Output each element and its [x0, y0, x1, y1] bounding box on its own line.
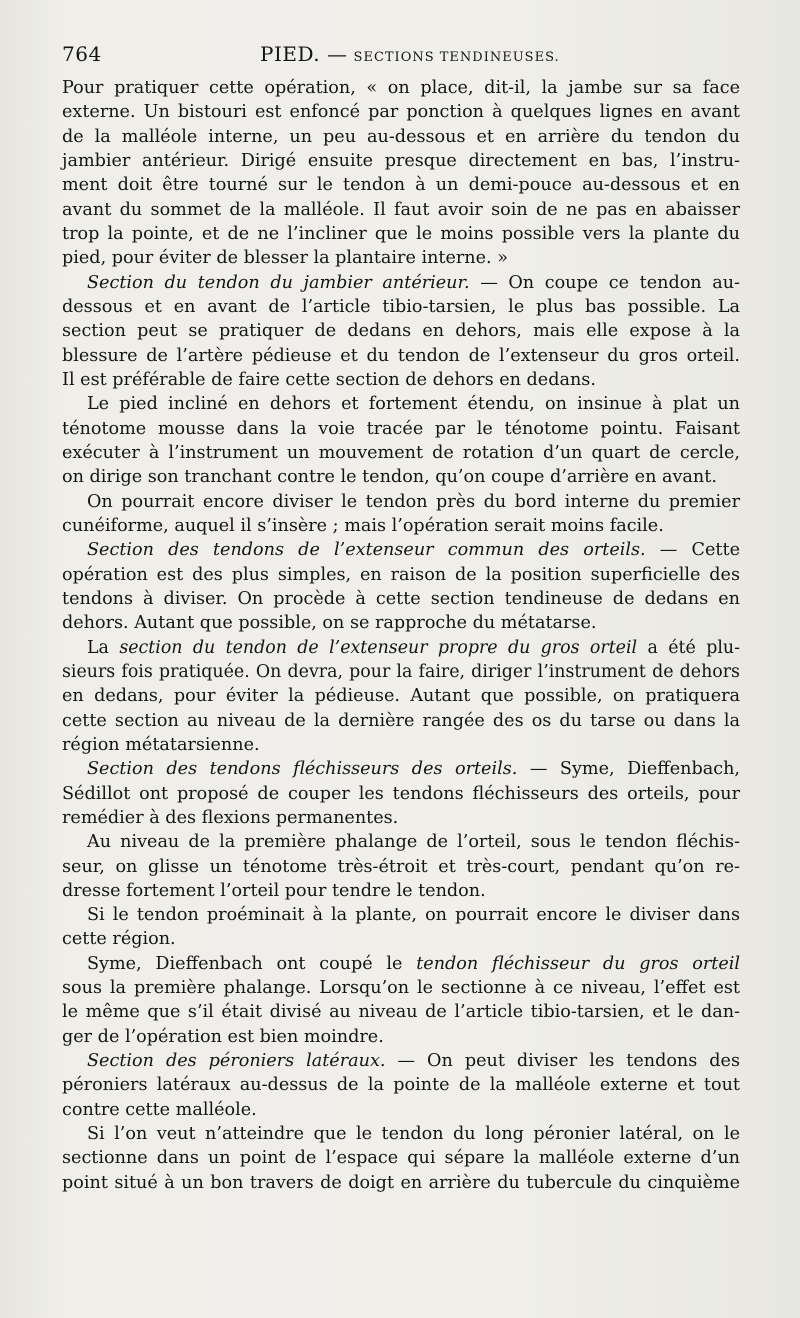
text-line: [62, 782, 740, 806]
text-line: [62, 611, 740, 635]
text-line: [62, 125, 740, 149]
text-segment: contre cette malléole.: [62, 1099, 257, 1120]
text-line: [62, 246, 740, 270]
running-title-sub: SECTIONS TENDINEUSES.: [353, 50, 560, 65]
text-line: [62, 1049, 740, 1073]
text-line: [62, 514, 740, 538]
text-segment: — Cette: [645, 540, 740, 561]
italic-heading: Section du tendon du jambier antérieur.: [87, 272, 470, 293]
text-line: [62, 76, 740, 100]
text-segment: exécuter à l’instrument un mouvement de rotation d’un quart de cercle,: [62, 442, 740, 463]
text-line: [62, 733, 740, 757]
body-text: [62, 76, 740, 1195]
page-number: 764: [62, 42, 102, 66]
text-segment: Pour pratiquer cette opération, « on place, dit-il, la jambe sur sa face: [62, 78, 740, 98]
text-segment: Au niveau de la première phalange de l’orteil, sous le tendon fléchis-: [87, 832, 740, 853]
text-line: [62, 271, 740, 295]
text-segment: — On coupe ce tendon au-: [469, 272, 740, 293]
text-segment: blessure de l’artère pédieuse et du tendon de l’extenseur du gros orteil.: [62, 345, 740, 366]
text-segment: avant du sommet de la malléole. Il faut avoir soin de ne pas en abaisser: [62, 199, 740, 220]
italic-heading: tendon fléchisseur du gros orteil: [416, 953, 740, 974]
text-segment: Il est préférable de faire cette section de dehors en dedans.: [62, 369, 596, 390]
page-header: [62, 42, 740, 72]
text-line: [62, 198, 740, 222]
text-line: [62, 903, 740, 927]
text-line: [62, 636, 740, 660]
running-title-main: PIED. —: [260, 42, 348, 66]
text-line: [62, 709, 740, 733]
text-line: [62, 952, 740, 976]
text-segment: dessous et en avant de l’article tibio-tarsien, le plus bas possible. La: [62, 296, 740, 317]
text-line: [62, 1122, 740, 1146]
text-line: [62, 100, 740, 124]
text-line: [62, 806, 740, 830]
italic-heading: section du tendon de l’extenseur propre du gros orteil: [119, 637, 638, 658]
text-segment: section peut se pratiquer de dedans en dehors, mais elle expose à la: [62, 321, 740, 342]
text-line: [62, 830, 740, 854]
text-line: [62, 660, 740, 684]
running-title: [260, 42, 560, 66]
text-segment: sectionne dans un point de l’espace qui sépare la malléole externe d’un: [62, 1148, 740, 1169]
text-line: [62, 392, 740, 416]
text-line: [62, 465, 740, 489]
text-segment: le même que s’il était divisé au niveau de l’article tibio-tarsien, et le dan-: [62, 1002, 740, 1023]
text-segment: On pourrait encore diviser le tendon près du bord interne du premier: [87, 491, 740, 512]
text-segment: ger de l’opération est bien moindre.: [62, 1026, 384, 1047]
text-line: [62, 684, 740, 708]
text-line: [62, 1073, 740, 1097]
text-segment: on dirige son tranchant contre le tendon, qu’on coupe d’arrière en avant.: [62, 467, 717, 488]
text-line: [62, 149, 740, 173]
text-line: [62, 855, 740, 879]
text-segment: pied, pour éviter de blesser la plantaire interne. »: [62, 248, 509, 269]
text-segment: de la malléole interne, un peu au-dessous et en arrière du tendon du: [62, 126, 740, 147]
text-line: [62, 757, 740, 781]
text-segment: — Syme, Dieffenbach,: [517, 759, 740, 780]
text-segment: péroniers latéraux au-dessus de la pointe de la malléole externe et tout: [62, 1075, 740, 1096]
text-line: [62, 976, 740, 1000]
text-segment: cunéiforme, auquel il s’insère ; mais l’opération serait moins facile.: [62, 515, 664, 536]
text-segment: région métatarsienne.: [62, 734, 260, 755]
text-segment: cette section au niveau de la dernière rangée des os du tarse ou dans la: [62, 710, 740, 731]
text-segment: — On peut diviser les tendons des: [385, 1051, 740, 1072]
text-line: [62, 538, 740, 562]
text-line: [62, 1146, 740, 1170]
text-segment: externe. Un bistouri est enfoncé par ponction à quelques lignes en avant: [62, 102, 740, 123]
text-segment: dresse fortement l’orteil pour tendre le tendon.: [62, 880, 486, 901]
text-segment: Le pied incliné en dehors et fortement étendu, on insinue à plat un: [87, 394, 740, 415]
text-line: [62, 173, 740, 197]
text-segment: Syme, Dieffenbach ont coupé le: [87, 953, 417, 974]
text-segment: a été plu-: [637, 637, 740, 658]
text-line: [62, 1098, 740, 1122]
italic-heading: Section des tendons de l’extenseur commun des orteils.: [87, 540, 646, 561]
text-segment: opération est des plus simples, en raison de la position superficielle des: [62, 564, 740, 585]
text-segment: point situé à un bon travers de doigt en arrière du tubercule du cinquième: [62, 1172, 740, 1193]
text-segment: ment doit être tourné sur le tendon à un demi-pouce au-dessous et en: [62, 175, 740, 196]
text-line: [62, 587, 740, 611]
text-segment: dehors. Autant que possible, on se rapproche du métatarse.: [62, 613, 597, 634]
text-segment: cette région.: [62, 929, 176, 950]
text-segment: remédier à des flexions permanentes.: [62, 807, 399, 828]
text-line: [62, 1025, 740, 1049]
text-segment: seur, on glisse un ténotome très-étroit et très-court, pendant qu’on re-: [62, 856, 740, 877]
text-line: [62, 490, 740, 514]
text-segment: La: [87, 637, 120, 658]
text-segment: en dedans, pour éviter la pédieuse. Autant que possible, on pratiquera: [62, 686, 740, 707]
text-segment: trop la pointe, et de ne l’incliner que le moins possible vers la plante du: [62, 223, 740, 244]
text-segment: Si l’on veut n’atteindre que le tendon du long péronier latéral, on le: [87, 1124, 740, 1145]
text-segment: sous la première phalange. Lorsqu’on le sectionne à ce niveau, l’effet est: [62, 978, 740, 999]
text-segment: Si le tendon proéminait à la plante, on pourrait encore le diviser dans: [87, 905, 740, 926]
text-line: [62, 879, 740, 903]
text-line: [62, 1171, 740, 1195]
text-line: [62, 344, 740, 368]
text-line: [62, 441, 740, 465]
text-segment: jambier antérieur. Dirigé ensuite presque directement en bas, l’instru-: [62, 150, 740, 171]
text-line: [62, 222, 740, 246]
italic-heading: Section des péroniers latéraux.: [87, 1051, 386, 1072]
text-line: [62, 295, 740, 319]
text-line: [62, 417, 740, 441]
text-segment: tendons à diviser. On procède à cette section tendineuse de dedans en: [62, 588, 740, 609]
text-line: [62, 319, 740, 343]
text-segment: Sédillot ont proposé de couper les tendons fléchisseurs des orteils, pour: [62, 783, 740, 804]
text-line: [62, 927, 740, 951]
text-segment: ténotome mousse dans la voie tracée par le ténotome pointu. Faisant: [62, 418, 740, 439]
text-line: [62, 368, 740, 392]
italic-heading: Section des tendons fléchisseurs des orteils.: [87, 759, 518, 780]
text-line: [62, 563, 740, 587]
text-segment: sieurs fois pratiquée. On devra, pour la faire, diriger l’instrument de dehors: [62, 661, 740, 682]
text-line: [62, 1000, 740, 1024]
